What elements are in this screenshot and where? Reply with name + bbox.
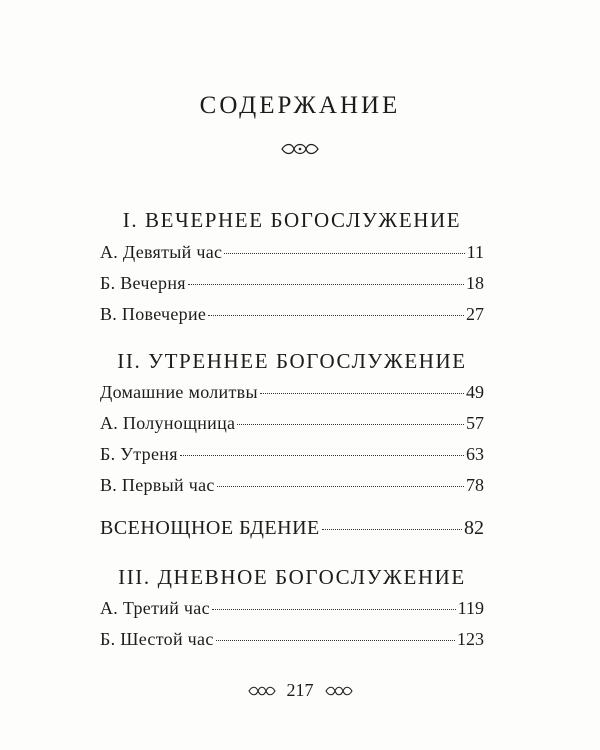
toc-entry[interactable] (100, 381, 484, 403)
dot-leader (237, 423, 464, 425)
toc-entry[interactable] (100, 412, 484, 434)
toc-entry-label: А. Полунощница (100, 413, 236, 433)
toc-entry-page: 49 (466, 382, 484, 402)
dot-leader (224, 252, 464, 254)
toc-entry-page: 11 (466, 242, 484, 262)
section-heading-morning: II. УТРЕННЕЕ БОГОСЛУЖЕНИЕ (117, 349, 467, 373)
toc-entry-page: 27 (466, 304, 484, 324)
toc-entry-page: 119 (457, 598, 484, 618)
toc-entry-label: В. Повечерие (100, 304, 207, 324)
toc-entry-label: Домашние молитвы (100, 382, 258, 402)
toc-entry-label: Б. Вечерня (100, 273, 186, 293)
dot-leader (188, 283, 464, 285)
toc-entry-page: 57 (466, 413, 484, 433)
toc-entry[interactable] (100, 474, 484, 496)
toc-entry-label: Б. Шестой час (100, 629, 214, 649)
toc-entry-label: А. Девятый час (100, 242, 223, 262)
toc-entry-vigil[interactable] (100, 517, 484, 539)
page-footer (0, 680, 600, 701)
toc-entry-page: 82 (464, 517, 484, 539)
dot-leader (260, 392, 464, 394)
toc-entry-label: ВСЕНОЩНОЕ БДЕНИЕ (100, 517, 320, 539)
dot-leader (212, 608, 456, 610)
toc-entry[interactable] (100, 272, 484, 294)
toc-entry[interactable] (100, 303, 484, 325)
toc-entry-page: 78 (466, 475, 484, 495)
dot-leader (322, 528, 462, 530)
knot-ornament-icon (247, 685, 277, 697)
toc-entry-label: В. Первый час (100, 475, 215, 495)
toc-entry-page: 63 (466, 444, 484, 464)
toc-entry-label: А. Третий час (100, 598, 210, 618)
toc-entry[interactable] (100, 597, 484, 619)
toc-entry[interactable] (100, 241, 484, 263)
page-number: 217 (286, 680, 314, 700)
toc-entry[interactable] (100, 628, 484, 650)
dot-leader (208, 314, 464, 316)
dot-leader (180, 454, 464, 456)
knot-ornament-icon (324, 685, 354, 697)
toc-entry-page: 18 (466, 273, 484, 293)
section-heading-evening: I. ВЕЧЕРНЕЕ БОГОСЛУЖЕНИЕ (122, 208, 462, 232)
page-title: СОДЕРЖАНИЕ (199, 92, 401, 119)
section-heading-day: III. ДНЕВНОЕ БОГОСЛУЖЕНИЕ (118, 565, 466, 589)
dot-leader (216, 639, 455, 641)
toc-entry-page: 123 (457, 629, 484, 649)
toc-entry[interactable] (100, 443, 484, 465)
dot-leader (217, 485, 464, 487)
toc-entry-label: Б. Утреня (100, 444, 178, 464)
knot-ornament-icon (280, 142, 320, 156)
